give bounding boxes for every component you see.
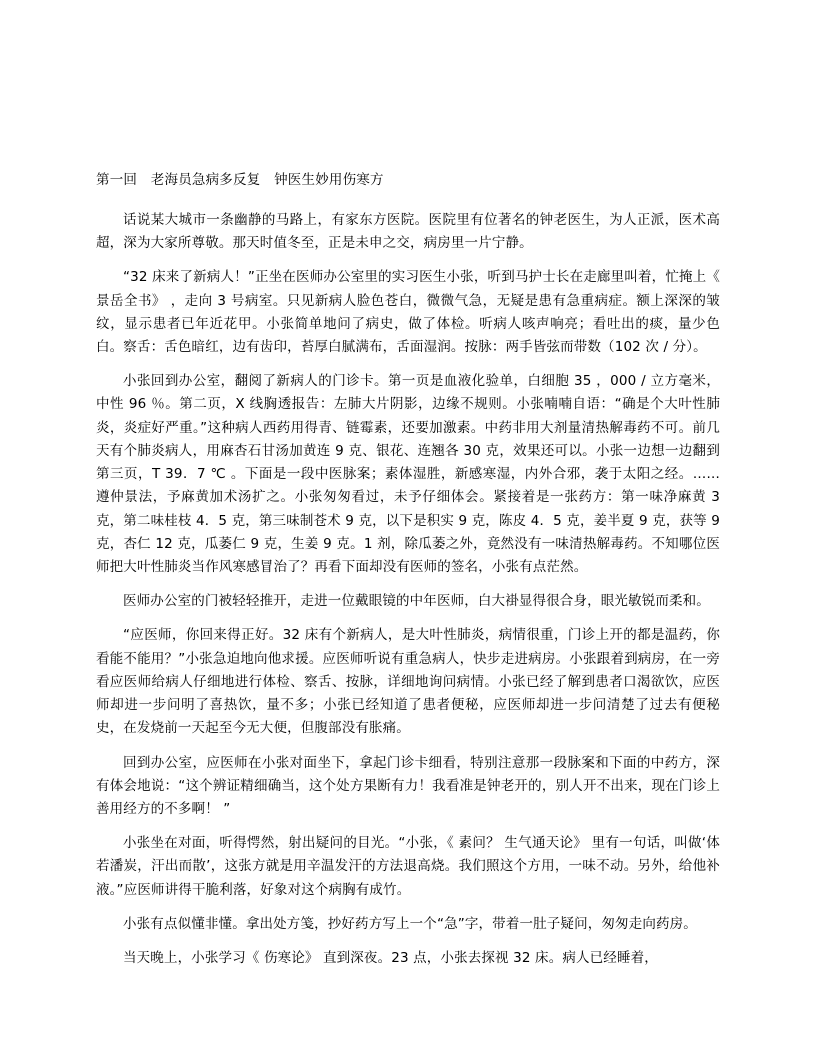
paragraph: 回到办公室，应医师在小张对面坐下，拿起门诊卡细看，特别注意那一段脉案和下面的中药方，深有体会地说：“这个辨证精细确当，这个处方果断有力！我看准是钟老开的，别人开不出来，现在门诊上善用经方的不多啊！ ” [96, 754, 720, 817]
paragraph: 小张有点似懂非懂。拿出处方笺，抄好药方写上一个“急”字，带着一肚子疑问，匆匆走向药房。 [123, 915, 697, 932]
paragraph: 小张回到办公室，翻阅了新病人的门诊卡。第一页是血液化验单，白细胞 35 ，000 / 立方毫米，中性 96 ％。第二页，X 线胸透报告：左肺大片阴影，边缘不规则。小张喃喃自语：“确是个大叶性肺炎，炎症好严重。”这种病人西药用得青、链霉素，还要加激素。中药非用大剂量清热解毒药不可。前几天有个肺炎病人，用麻杏石甘汤加黄连 9 克、银花、连翘各 30 克，效果还可以。小张一边想一边翻到第三页，T 39．7 ℃ 。下面是一段中医脉案；素体湿胜，新感寒湿，内外合邪，袭于太阳之经。…… 遵仲景法，予麻黄加术汤扩之。小张匆匆看过，未予仔细体会。紧接着是一张药方：第一味净麻黄 3 克，第二味桂枝 4．5 克，第三味制苍术 9 克，以下是积实 9 克，陈皮 4．5 克，姜半夏 9 克，获等 9 克，杏仁 12 克，瓜萎仁 9 克，生姜 9 克。1 剂，除瓜萎之外，竟然没有一味清热解毒药。不知哪位医师把大叶性肺炎当作风寒感冒治了？再看下面却没有医师的签名，小张有点茫然。 [96, 373, 720, 575]
paragraph: 医师办公室的门被轻轻推开，走进一位戴眼镜的中年医师，白大褂显得很合身，眼光敏锐而柔和。 [123, 593, 710, 610]
paragraph: 话说某大城市一条幽静的马路上，有家东方医院。医院里有位著名的钟老医生，为人正派，医术高超，深为大家所尊敬。那天时值冬至，正是未申之交，病房里一片宁静。 [96, 211, 720, 252]
paragraph: 当天晚上，小张学习《 伤寒论》 直到深夜。23 点，小张去探视 32 床。病人已经睡着， [123, 950, 658, 967]
paragraph: 小张坐在对面，听得愕然，射出疑问的目光。“小张，《 素问？ 生气通天论》 里有一句话，叫做‘体若潘炭，汗出而散’，这张方就是用辛温发汗的方法退高烧。我们照这个方用，一味不动。另外，给他补液。”应医师讲得干脆利落，好象对这个病胸有成竹。 [96, 835, 720, 898]
page-title: 第一回 老海员急病多反复 钟医生妙用伤寒方 [96, 172, 384, 188]
paragraph: “32 床来了新病人！”正坐在医师办公室里的实习医生小张，听到马护士长在走廊里叫着，忙掩上《 景岳全书》 ，走向 3 号病室。只见新病人脸色苍白，微微气急，无疑是患有急重病症。额上深深的皱纹，显示患者已年近花甲。小张简单地问了病史，做了体检。听病人咳声响亮；看吐出的痰，量少色白。察舌：舌色暗红，边有齿印，苔厚白腻满布，舌面湿润。按脉：两手皆弦而带数（102 次 / 分）。 [96, 269, 720, 356]
paragraph: “应医师，你回来得正好。32 床有个新病人，是大叶性肺炎，病情很重，门诊上开的都是温药，你看能不能用？”小张急迫地向他求援。应医师听说有重急病人，快步走进病房。小张跟着到病房，在一旁看应医师给病人仔细地进行体检、察舌、按脉，详细地询问病情。小张已经了解到患者口渴欲饮，应医师却进一步问明了喜热饮，量不多；小张已经知道了患者便秘，应医师却进一步问清楚了过去有便秘史，在发烧前一天起至今无大便，但腹部没有胀痛。 [96, 627, 720, 737]
